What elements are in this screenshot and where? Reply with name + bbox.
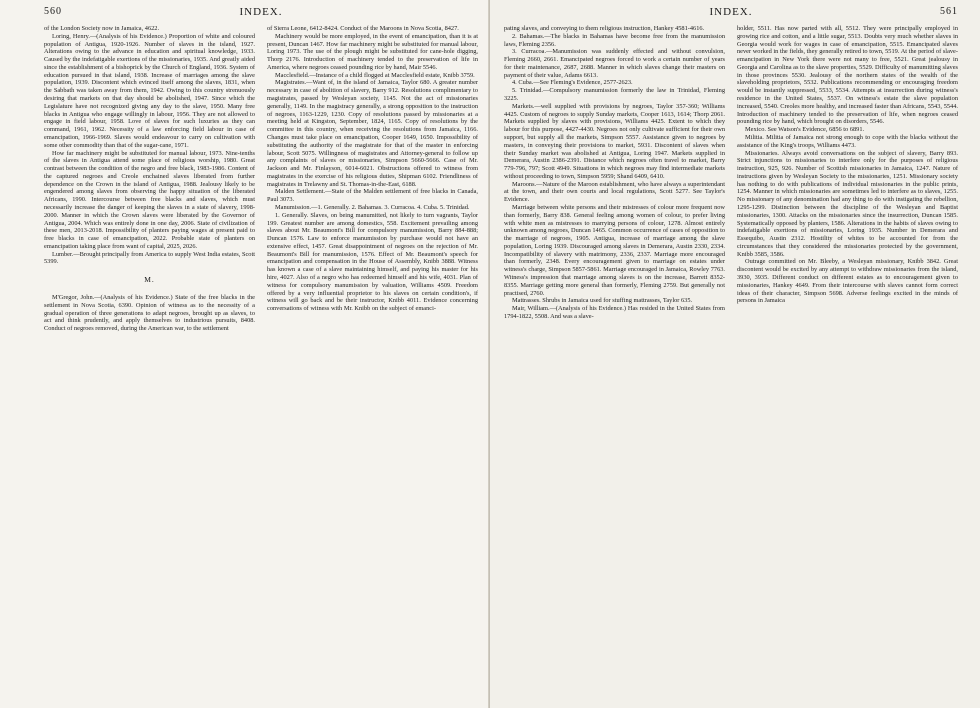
index-entry: of the London Society now in Jamaica, 4622. xyxy=(44,25,160,32)
index-entry: How far machinery might be substituted for manual labour, 1973. Nine-tenths of the slaves in Antigua attend some place of religious worship, 1980. Great contrast between the condition of the negro and free black, 1983-1986. Content of the captured negroes and Creole enchained slaves liberated from further dependence on the Crown in the island of Antigua, 1988. Jealousy likely to be engendered among slaves from observing the happy situation of the liberated Africans, 1990. Intercourse between free blacks and slaves, which must necessarily increase the danger of keeping the slaves in a state of slavery, 1998-2000. Manner in which the Crown slaves were liberated by the Governor of Antigua, 2004. Which was entirely done in one day, 2006. State of civilization of these men, 2013-2018. Impossibility of planters paying wages at present paid to free blacks in case of emancipation, 2022. Probable state of planters on emancipation taking place from want of capital, 2025, 2026. xyxy=(44,149,255,250)
index-entry: holder, 5511. Has now parted with all, 5512. They were principally employed in growing rice and cotton, and a little sugar, 5513. Doubts very much whether slaves in Georgia would work for wages in case of emancipation, 5515. Emancipated slaves never worked in the fields, they generally retired to town, 5519. At the period of slave-emancipation in New York there were not many to free, 5521. Great jealousy in Georgia and Carolina as to the slave properties, 5529. Difficulty of manumitting slaves in those provinces 5530. Jealousy of the northern states of the wealth of the slaveholding proprietors, 5532. Publications recommending or encouraging freedom would be instantly suppressed, 5533, 5534. Attempts at insurrection during witness's residence in the United States, 5537. On witness's estate the slave population increased, 5540. Creoles more healthy, and increased faster than Africans, 5543, 5544. Introduction of machinery tended to the preservation of life, when negroes ceased pounding rice by hand, which brought on disorders, 5546. xyxy=(737,25,958,126)
index-entry: 1. Generally. Slaves, on being manumitted, not likely to turn vagrants, Taylor 199. Greatest number are among domestics, 558. Excitement prevailing among slaves about Mr. Beaumont's Bill for compulsory manumission, Barry 884-888; Duncan 1576. Law to enforce manumission by purchase would not have an extensive effect, 1457. Great disappointment of negroes on the rejection of Mr. Beaumont's Bill for manumission, 1576. Effect of Mr. Beaumont's speech for emancipation and compensation in the House of Assembly, Knibb 3888. Witness has known a case of a slave maintaining himself, and paying his master for his hire, 4027. Also of a negro who has redeemed himself and his wife, 4031. Plan of witness for compulsory manumission by valuation, Williams 4509. Freedom offered by a very influential proprietor to his slaves on certain condition's, if witness will go back and be their instructor, Knibb 4011. Evidence concerning conversations of witness with Mr. Knibb on the subject of emanci- xyxy=(267,211,478,313)
left-page-number: 560 xyxy=(44,6,62,17)
right-columns xyxy=(504,25,958,708)
index-entry: Maroons.—Nature of the Maroon establishment, who have always a superintendant at the town, and their own courts and local regulations, Scott 5277. See Taylor's Evidence. xyxy=(504,180,725,204)
right-running-title: INDEX. xyxy=(709,6,753,18)
index-entry: of Sierra Leone, 6412-8424. Conduct of the Maroons in Nova Scotia, 8427. xyxy=(267,25,459,32)
index-entry: Missionaries. Always avoid conversations on the subject of slavery, Barry 893. Strict injunctions to missionaries to interfere only for the purposes of religious instruction, 925, 926. Number of Scottish missionaries in Jamaica, 1247. Nature of instructions given by Wesleyan Society to the missionaries, 1251. Missionary society has nothing to do with publications of individual missionaries in the public prints, 1254. Manner in which missionaries are sometimes led to interfere as to slaves, 1255. No missionary of any denomination had any thing to do with instigating the rebellion, 1295-1299. Distinction between the discipline of the Wesleyan and Baptist missionaries, 1300. Attacks on the missionaries since the insurrection, Duncan 1585. Systematically opposed by planters, 1586. Alterations in the habits of slaves owing to indefatigable exertions of missionaries, Loring 1935. Number in Demerara and Essequibo, Austin 2312. Hostility of whites to be accounted for from the circumstances that they considered the missionaries protected by the government, Knibb 3585, 3586. xyxy=(737,149,958,258)
left-column-1 xyxy=(44,25,255,708)
index-entry: 4. Cuba.—See Fleming's Evidence, 2577-2623. xyxy=(512,79,633,87)
index-entry: Lumber.—Brought principally from America to supply West India estates, Scott 5399. xyxy=(44,250,255,266)
index-entry: Militia. Militia of Jamaica not strong enough to cope with the blacks without the assistance of the King's troops, Williams 4473. xyxy=(737,133,958,149)
left-columns xyxy=(44,25,478,708)
right-column-2 xyxy=(737,25,958,708)
index-entry: Magistrates.—Want of, in the island of Jamaica, Taylor 680. A greater number necessary in case of abolition of slavery, Barry 912. Resolutions complimentary to magistrates, passed by Wesleyan society, 1145. Not the act of missionaries generally, 1149. In the magistracy generally, a strong opposition to the instruction of negroes, 1163-1229, 1230. Copy of resolutions passed by missionaries at a meeting held at Kingston, September, 1824, 1165. Copy of resolutions by the committee in this country, when receiving the resolutions from Jamaica, 1166. Changes must take place on emancipation, Cooper 1649, 1650. Impossibility of substituting the authority of the magistrate for that of the master in enforcing labour, Scott 5075. Willingness of magistrates and Attorney-general to follow up any complaints of slaves or missionaries, Simpson 5660-5666. Case of Mr. Jackson and Mr. Finlayson, 6014-6021. Obstructions offered to witness from magistrates in the exercise of his religious duties, Shipman 6102. Friendliness of magistrates in Trelawny and St. Thomas-in-the-East, 6188. xyxy=(267,79,478,188)
index-entry: Mattrasses. Shrubs in Jamaica used for stuffing mattrasses, Taylor 635. xyxy=(512,297,693,305)
right-column-1 xyxy=(504,25,725,708)
index-entry: Markets.—well supplied with provisions by negroes, Taylor 357-360; Williams 4425. Custom of negroes to supply Sunday markets, Cooper 1613, 1614; Thorp 2061. Markets supplied by slaves with provisions, Williams 4425. Extent to which they labour for this purpose, 4427-4430. Negroes not only cultivate sufficient for their own support, but supply all the markets, Simpson 5557. Assistance given to negroes by masters, in conveying their provisions to market, 5931. Discontent of slaves when their Sunday market was abolished at Antigua, Loring 1947. Markets supplied in Demerara, Austin 2386-2391. Distance which negroes often travel to market, Barry 779-796, 797; Scott 4949. Situations in which negroes may find intermediate markets without proceeding to town, Simpson 5959; Shand 6409, 6410. xyxy=(504,102,725,180)
index-entry: 5. Trinidad.—Compulsory manumission formerly the law in Trinidad, Fleming 3225. xyxy=(504,87,725,103)
index-entry: 2. Bahamas.—The blacks in Bahamas have become free from the manumission laws, Fleming 2356. xyxy=(504,32,725,48)
index-entry: Macclesfield.—Instance of a child flogged at Macclesfield estate, Knibb 3759. xyxy=(275,71,475,79)
index-entry: Manumission.—1. Generally. 2. Bahamas. 3. Curracoa. 4. Cuba. 5. Trinidad. xyxy=(275,203,470,211)
left-column-2 xyxy=(267,25,478,708)
index-entry: Mexico. See Watson's Evidence, 6856 to 6891. xyxy=(745,126,865,134)
index-entry: 3. Curracoa.—Manumission was suddenly effected and without convulsion, Fleming 2660, 2661. Emancipated negroes forced to work a certain number of years for their maintenance, 2687, 2688. Manner in which slaves change their masters on payment of their value, Adams 6613. xyxy=(504,48,725,79)
index-entry: Loring, Henry.—(Analysis of his Evidence.) Proportion of white and coloured population of Antigua, 1920-1926. Number of slaves in the island, 1927. Alterations owing to the advance in education and spiritual knowledge, 1933. Caused by the indefatigable exertions of the missionaries, 1935. And greatly aided since the establishment of a bishoprick by the Church of England, 1936. System of education pursued in that island, 1938. Increase of marriages among the slave population, 1939. Discontent which evinced itself among the slaves, 1831, when the Sabbath was taken away from them, 1942. Owing to this country strenuously desiring that markets on that day should be abolished, 1947. Since which the Legislature have not recognized giving any day to the slave, 1950. Many free blacks in Antigua who engage willingly in labour, 1956. They are not allowed to engage in field labour, 1958. Love of slaves for such luxuries as they can command, 1961, 1962. Necessity of a law enforcing field labour in case of emancipation, 1966-1969. Slaves would endeavour to carry on cultivation with some other commodity than that of the sugar-cane, 1971. xyxy=(44,32,255,149)
index-entry: Machinery would be more employed, in the event of emancipation, than it is at present, Duncan 1467. How far machinery might be substituted for manual labour, Loring 1973. The use of the plough might be substituted for cane-hole digging, Thorp 2176. Introduction of machinery tended to the preservation of life in America, where negroes ceased pounding rice by hand, Mair 5546. xyxy=(267,32,478,71)
right-page-number: 561 xyxy=(940,6,958,17)
index-entry: Marriage between white persons and their mistresses of colour more frequent now than formerly, Barry 838. General feeling among women of colour, to prefer living with white men as mistresses to marrying persons of colour, 1278. Almost entirely unknown among negroes, Duncan 1465. Common occurrence of cases of opposition to the marriage of negroes, 1905. Antigua, increase of marriage among the slave population, Loring 1939. Discouraged among slaves in Demerara, Austin 2330, 2334. Incompatibility of slavery with matrimony, 2336, 2337. Marriage more encouraged than formerly, 2348. Every encouragement given to marriage on estates under witness's charge, Simpson 5857-5861. Marriage encouraged in Jamaica, Rowley 7763. Witness's impression that marriage among slaves is on the increase, Barrett 8352-8355. Marriage getting more general than formerly, Fleming 2759. But generally not practised, 2760. xyxy=(504,203,725,297)
index-entry: pating slaves, and conveying to them religious instruction, Hankey 4581-4616. xyxy=(504,25,705,32)
index-entry: Mair, William.—(Analysis of his Evidence.) Has resided in the United States from 1794-1822, 5508. And was a slave- xyxy=(504,305,725,320)
section-letter: M. xyxy=(144,275,155,285)
right-running-head xyxy=(504,6,958,22)
right-page xyxy=(490,0,980,708)
left-running-title: INDEX. xyxy=(239,6,283,18)
left-running-head xyxy=(44,6,478,22)
index-entry: M'Gregor, John.—(Analysis of his Evidence.) State of the free blacks in the settlement in Nova Scotia, 6390. Opinion of witness as to the necessity of a gradual operation of three generations to adapt negroes, brought up as slaves, to act and think prudently, and apply themselves to industrious pursuits, 8408. Conduct of negroes removed, during the American war, to the settlement xyxy=(44,294,255,333)
index-entry: Malden Settlement.—State of the Malden settlement of free blacks in Canada, Paul 3073. xyxy=(267,188,478,204)
index-entry: Outrage committed on Mr. Bleeby, a Wesleyan missionary, Knibb 3842. Great discontent would be excited by any attempt to withdraw missionaries from the island, 3930, 3935. Different conduct on different estates as to encouragement given to missionaries, Hankey 4649. From their intercourse with slaves cannot form correct ideas of their character, Simpson 5698. Adverse feelings excited in the minds of persons in Jamaica xyxy=(737,258,958,305)
